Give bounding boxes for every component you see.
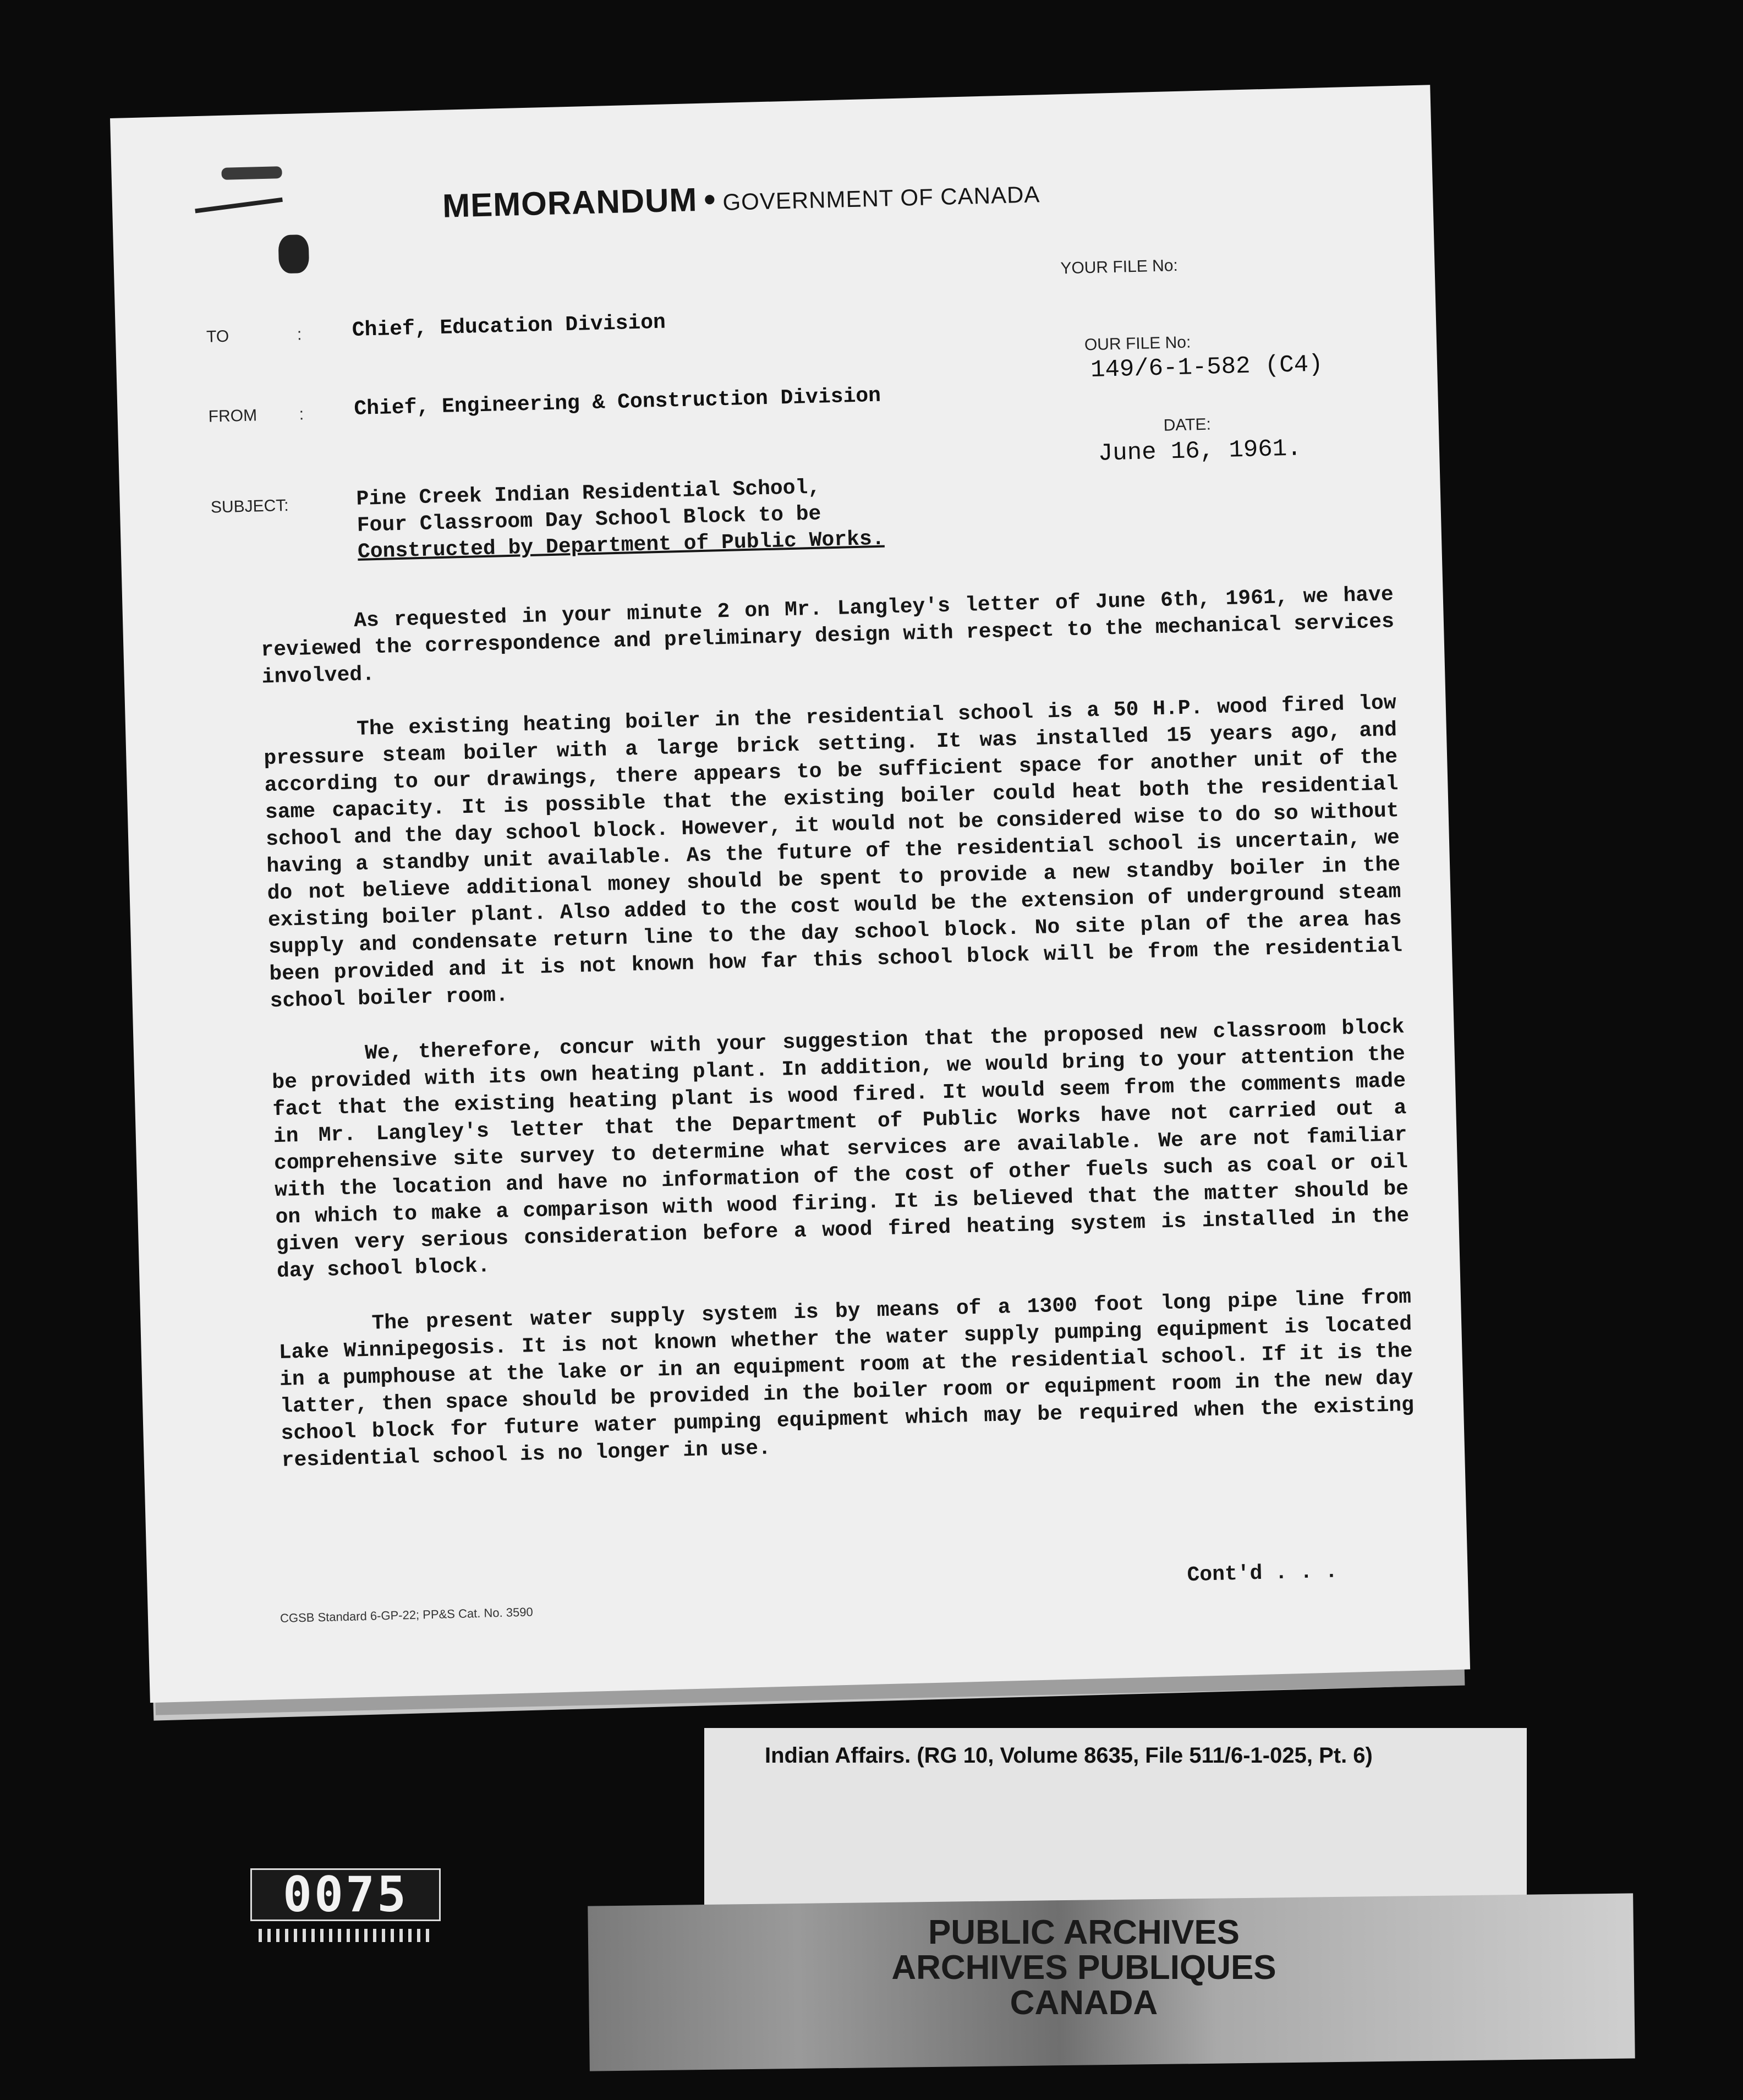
colon: : xyxy=(297,325,302,344)
body-paragraph: We, therefore, concur with your suggestion that the proposed new classroom block be provided with its own heating plant. In addition, we would bring to your attention the fact that the existing heating plant is wood fired. It would seem from the comments made in Mr. Langley's letter that the Department of Public Works have not carried out a comprehensive site survey to determine what services are available. We are not familiar with the location and have no information of the cost of other fuels such as coal or oil on which to make a comparison with wood firing. It is believed that the matter should be given very serious consideration before a wood fired heating system is installed in the day school block. xyxy=(271,1015,1410,1283)
frame-ruler xyxy=(259,1929,429,1942)
form-code: CGSB Standard 6-GP-22; PP&S Cat. No. 3590 xyxy=(279,1605,534,1626)
from-label: FROM xyxy=(208,406,257,426)
memo-heading xyxy=(442,172,1040,225)
government-label: GOVERNMENT OF CANADA xyxy=(722,181,1040,215)
memo-title: MEMORANDUM xyxy=(442,181,698,225)
archive-stamp xyxy=(836,1915,1331,2021)
subject-line: Pine Creek Indian Residential School, xyxy=(356,475,821,511)
subject-line: Four Classroom Day School Block to be xyxy=(357,502,821,538)
subject-block xyxy=(356,473,885,566)
frame-number: 0075 xyxy=(250,1868,441,1921)
memo-page xyxy=(110,85,1470,1703)
to-recipient: Chief, Education Division xyxy=(352,310,666,342)
stamp-line: ARCHIVES PUBLIQUES xyxy=(891,1949,1276,1987)
stamp-line: PUBLIC ARCHIVES xyxy=(928,1913,1240,1951)
archive-reference: Indian Affairs. (RG 10, Volume 8635, File 511/6-1-025, Pt. 6) xyxy=(765,1743,1373,1768)
bullet-icon: • xyxy=(703,181,717,218)
to-label: TO xyxy=(206,327,229,346)
subject-label: SUBJECT: xyxy=(210,496,289,517)
subject-line: Constructed by Department of Public Works. xyxy=(357,527,885,564)
our-file-label: OUR FILE No: xyxy=(1084,333,1191,354)
colon: : xyxy=(299,405,304,424)
punch-hole xyxy=(278,234,309,274)
our-file-number: 149/6-1-582 (C4) xyxy=(1090,351,1324,385)
body-paragraph: The existing heating boiler in the residential school is a 50 H.P. wood fired low pressure steam boiler with a large brick setting. It was installed 15 years ago, and according to our drawings, there appears to be sufficient space for another unit of the same capacity. It is possible that the existing boiler could heat both the residential school and the day school block. However, it would not be considered wise to do so without having a standby unit available. As the future of the residential school is uncertain, we do not believe additional money should be spent to provide a new standby boiler in the existing boiler plant. Also added to the cost would be the extension of underground steam supply and condensate return line to the day school block. No site plan of the area has been provided and it is not known how far this school block will be from the residential school boiler room. xyxy=(263,691,1403,1014)
ink-mark xyxy=(221,166,282,180)
pen-stroke xyxy=(195,198,283,214)
from-sender: Chief, Engineering & Construction Division xyxy=(353,384,881,421)
body-paragraph: As requested in your minute 2 on Mr. Langley's letter of June 6th, 1961, we have reviewed the correspondence and preliminary design with respect to the mechanical services involved. xyxy=(261,583,1395,690)
body-paragraph: The present water supply system is by means of a 1300 foot long pipe line from Lake Winnipegosis. It is not known whether the water supply pumping equipment is located in a pumphouse at the lake or in an equipment room at the residential school. If it is the latter, then space should be provided in the boiler room or equipment room in the new day school block for future water pumping equipment which may be required when the existing residential school is no longer in use. xyxy=(278,1285,1415,1473)
continued-note: Cont'd . . . xyxy=(1187,1560,1338,1588)
your-file-label: YOUR FILE No: xyxy=(1060,256,1179,278)
date-label: DATE: xyxy=(1163,415,1212,435)
stamp-line: CANADA xyxy=(1010,1984,1158,2022)
memo-body xyxy=(260,581,1416,1502)
memo-date: June 16, 1961. xyxy=(1098,435,1302,468)
